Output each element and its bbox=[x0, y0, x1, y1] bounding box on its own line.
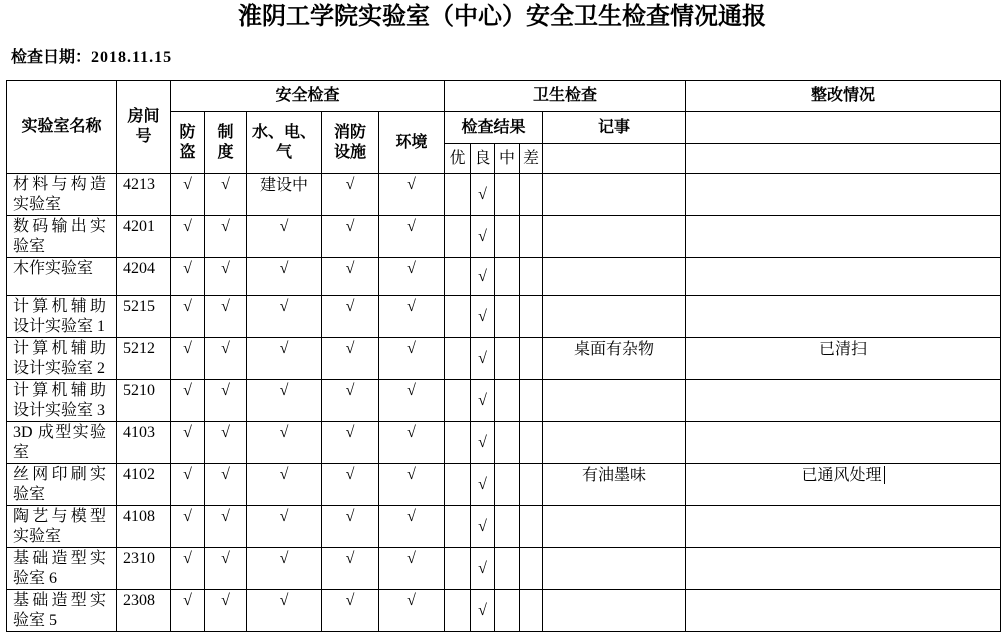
cell-fire-facilities[interactable] bbox=[322, 258, 379, 296]
anti-theft-mark: √ bbox=[183, 550, 192, 567]
cell-result-excellent[interactable] bbox=[445, 380, 471, 422]
header-utilities bbox=[247, 112, 322, 174]
cell-rules[interactable] bbox=[205, 296, 247, 338]
document-title: 淮阴工学院实验室（中心）安全卫生检查情况通报 bbox=[238, 4, 766, 30]
rules-mark: √ bbox=[221, 592, 230, 609]
environment-mark: √ bbox=[407, 550, 416, 567]
good-mark: √ bbox=[478, 185, 487, 203]
cell-rules[interactable] bbox=[205, 174, 247, 216]
cell-notes[interactable] bbox=[543, 422, 686, 464]
cell-result-poor[interactable] bbox=[520, 258, 543, 296]
cell-utilities[interactable] bbox=[247, 216, 322, 258]
table-row bbox=[7, 506, 1001, 548]
fire-facilities-mark: √ bbox=[345, 260, 355, 277]
header-rectification-blank bbox=[686, 144, 1001, 174]
room-number-text: 5212 bbox=[123, 340, 155, 357]
cell-fire-facilities[interactable] bbox=[322, 380, 379, 422]
cell-notes[interactable] bbox=[543, 506, 686, 548]
header-room-label: 房间号 bbox=[127, 108, 160, 145]
cell-result-fair[interactable] bbox=[495, 506, 520, 548]
fire-facilities-mark: √ bbox=[345, 424, 355, 441]
fire-facilities-mark: √ bbox=[345, 340, 355, 357]
fire-facilities-mark: √ bbox=[345, 176, 355, 193]
cell-utilities[interactable] bbox=[247, 590, 322, 632]
cell-result-fair[interactable] bbox=[495, 422, 520, 464]
cell-result-excellent[interactable] bbox=[445, 506, 471, 548]
cell-result-fair[interactable] bbox=[495, 338, 520, 380]
cell-rules[interactable] bbox=[205, 548, 247, 590]
cell-rules[interactable] bbox=[205, 338, 247, 380]
cell-result-excellent[interactable] bbox=[445, 422, 471, 464]
cell-utilities[interactable] bbox=[247, 548, 322, 590]
cell-result-good[interactable] bbox=[471, 464, 495, 506]
table-row bbox=[7, 216, 1001, 258]
cell-result-poor[interactable] bbox=[520, 338, 543, 380]
good-mark: √ bbox=[478, 601, 487, 619]
header-result-poor: 差 bbox=[520, 144, 543, 174]
cell-room-number[interactable] bbox=[117, 296, 171, 338]
cell-fire-facilities[interactable] bbox=[322, 590, 379, 632]
rectification-text: 已清扫 bbox=[819, 339, 868, 358]
table-row bbox=[7, 590, 1001, 632]
cell-fire-facilities[interactable] bbox=[322, 216, 379, 258]
room-number-text: 5210 bbox=[123, 382, 155, 399]
cell-environment[interactable] bbox=[379, 258, 445, 296]
utilities-mark: √ bbox=[279, 260, 289, 277]
cell-room-number[interactable] bbox=[117, 380, 171, 422]
lab-name-text: 基础造型实验室 5 bbox=[13, 592, 106, 629]
cell-anti-theft[interactable] bbox=[171, 422, 205, 464]
cell-result-excellent[interactable] bbox=[445, 296, 471, 338]
notes-text: 有油墨味 bbox=[582, 465, 647, 484]
cell-room-number[interactable] bbox=[117, 590, 171, 632]
cell-notes[interactable] bbox=[543, 380, 686, 422]
utilities-mark: √ bbox=[279, 550, 289, 567]
cell-result-excellent[interactable] bbox=[445, 338, 471, 380]
cell-anti-theft[interactable] bbox=[171, 296, 205, 338]
room-number-text: 4102 bbox=[123, 466, 155, 483]
environment-mark: √ bbox=[407, 466, 416, 483]
cell-anti-theft[interactable] bbox=[171, 464, 205, 506]
anti-theft-mark: √ bbox=[183, 218, 192, 235]
cell-result-poor[interactable] bbox=[520, 548, 543, 590]
rules-mark: √ bbox=[221, 218, 230, 235]
good-mark: √ bbox=[478, 517, 487, 535]
cell-notes[interactable] bbox=[543, 174, 686, 216]
cell-result-excellent[interactable] bbox=[445, 258, 471, 296]
lab-name-text: 木作实验室 bbox=[13, 260, 94, 277]
cell-rules[interactable] bbox=[205, 216, 247, 258]
cell-rules[interactable] bbox=[205, 258, 247, 296]
cell-lab-name[interactable] bbox=[7, 506, 117, 548]
utilities-mark: √ bbox=[279, 340, 289, 357]
cell-environment[interactable] bbox=[379, 548, 445, 590]
text-cursor bbox=[884, 466, 885, 484]
cell-lab-name[interactable] bbox=[7, 258, 117, 296]
room-number-text: 5215 bbox=[123, 298, 155, 315]
inspection-date-value: 2018.11.15 bbox=[91, 49, 173, 66]
header-utilities-label: 水、电、气 bbox=[251, 123, 316, 161]
room-number-text: 4201 bbox=[123, 218, 155, 235]
environment-mark: √ bbox=[407, 260, 416, 277]
cell-result-fair[interactable] bbox=[495, 216, 520, 258]
rules-mark: √ bbox=[221, 424, 230, 441]
cell-environment[interactable] bbox=[379, 380, 445, 422]
environment-mark: √ bbox=[407, 424, 416, 441]
cell-result-fair[interactable] bbox=[495, 548, 520, 590]
cell-rectification[interactable] bbox=[686, 216, 1001, 258]
header-fire-facilities-label: 消防设施 bbox=[333, 123, 366, 161]
inspection-date-label: 检查日期： bbox=[11, 49, 92, 66]
cell-rectification[interactable] bbox=[686, 380, 1001, 422]
anti-theft-mark: √ bbox=[183, 340, 192, 357]
cell-result-fair[interactable] bbox=[495, 296, 520, 338]
anti-theft-mark: √ bbox=[183, 508, 192, 525]
header-rectification: 整改情况 bbox=[686, 81, 1001, 112]
utilities-mark: √ bbox=[279, 592, 289, 609]
cell-rectification[interactable] bbox=[686, 506, 1001, 548]
notes-text: 桌面有杂物 bbox=[574, 339, 655, 358]
environment-mark: √ bbox=[407, 382, 416, 399]
cell-result-fair[interactable] bbox=[495, 174, 520, 216]
good-mark: √ bbox=[478, 307, 487, 325]
cell-fire-facilities[interactable] bbox=[322, 464, 379, 506]
table-header bbox=[7, 81, 1001, 174]
cell-rules[interactable] bbox=[205, 590, 247, 632]
environment-mark: √ bbox=[407, 176, 416, 193]
cell-result-poor[interactable] bbox=[520, 590, 543, 632]
cell-room-number[interactable] bbox=[117, 464, 171, 506]
cell-rectification[interactable] bbox=[686, 422, 1001, 464]
lab-name-text: 计算机辅助设计实验室 1 bbox=[13, 298, 106, 335]
cell-rectification[interactable] bbox=[686, 296, 1001, 338]
cell-notes[interactable] bbox=[543, 464, 686, 506]
rules-mark: √ bbox=[221, 298, 230, 315]
cell-result-good[interactable] bbox=[471, 422, 495, 464]
table-row bbox=[7, 296, 1001, 338]
cell-environment[interactable] bbox=[379, 338, 445, 380]
anti-theft-mark: √ bbox=[183, 466, 192, 483]
fire-facilities-mark: √ bbox=[345, 550, 355, 567]
cell-rules[interactable] bbox=[205, 464, 247, 506]
cell-result-excellent[interactable] bbox=[445, 464, 471, 506]
rules-mark: √ bbox=[221, 260, 230, 277]
utilities-mark: √ bbox=[279, 466, 289, 483]
cell-lab-name[interactable] bbox=[7, 590, 117, 632]
good-mark: √ bbox=[478, 559, 487, 577]
table-row bbox=[7, 422, 1001, 464]
cell-notes[interactable] bbox=[543, 590, 686, 632]
cell-utilities[interactable] bbox=[247, 338, 322, 380]
cell-lab-name[interactable] bbox=[7, 422, 117, 464]
header-result-fair: 中 bbox=[495, 144, 520, 174]
cell-fire-facilities[interactable] bbox=[322, 548, 379, 590]
header-result-excellent: 优 bbox=[445, 144, 471, 174]
cell-rectification[interactable] bbox=[686, 174, 1001, 216]
header-safety-check: 安全检查 bbox=[171, 81, 445, 112]
cell-result-poor[interactable] bbox=[520, 506, 543, 548]
cell-environment[interactable] bbox=[379, 464, 445, 506]
good-mark: √ bbox=[478, 433, 487, 451]
cell-lab-name[interactable] bbox=[7, 380, 117, 422]
cell-result-fair[interactable] bbox=[495, 590, 520, 632]
cell-room-number[interactable] bbox=[117, 338, 171, 380]
cell-fire-facilities[interactable] bbox=[322, 338, 379, 380]
anti-theft-mark: √ bbox=[183, 298, 192, 315]
environment-mark: √ bbox=[407, 340, 416, 357]
table-row bbox=[7, 548, 1001, 590]
cell-result-fair[interactable] bbox=[495, 380, 520, 422]
cell-anti-theft[interactable] bbox=[171, 548, 205, 590]
header-room bbox=[117, 81, 171, 174]
fire-facilities-mark: √ bbox=[345, 218, 355, 235]
lab-name-text: 数码输出实验室 bbox=[13, 218, 106, 255]
cell-utilities[interactable] bbox=[247, 174, 322, 216]
cell-rectification[interactable] bbox=[686, 464, 1001, 506]
cell-rectification[interactable] bbox=[686, 258, 1001, 296]
lab-name-text: 材料与构造实验室 bbox=[13, 176, 106, 213]
cell-rules[interactable] bbox=[205, 380, 247, 422]
cell-notes[interactable] bbox=[543, 548, 686, 590]
room-number-text: 2310 bbox=[123, 550, 155, 567]
cell-anti-theft[interactable] bbox=[171, 506, 205, 548]
cell-notes[interactable] bbox=[543, 216, 686, 258]
inspection-date bbox=[11, 48, 172, 68]
cell-utilities[interactable] bbox=[247, 380, 322, 422]
cell-result-poor[interactable] bbox=[520, 296, 543, 338]
good-mark: √ bbox=[478, 391, 487, 409]
header-notes-blank bbox=[543, 144, 686, 174]
cell-result-fair[interactable] bbox=[495, 258, 520, 296]
rectification-text: 已通风处理 bbox=[801, 465, 882, 484]
fire-facilities-mark: √ bbox=[345, 298, 355, 315]
anti-theft-mark: √ bbox=[183, 592, 192, 609]
cell-result-excellent[interactable] bbox=[445, 590, 471, 632]
cell-result-fair[interactable] bbox=[495, 464, 520, 506]
cell-result-good[interactable] bbox=[471, 590, 495, 632]
fire-facilities-mark: √ bbox=[345, 466, 355, 483]
cell-result-good[interactable] bbox=[471, 380, 495, 422]
lab-name-text: 基础造型实验室 6 bbox=[13, 550, 106, 587]
table-row bbox=[7, 258, 1001, 296]
good-mark: √ bbox=[478, 267, 487, 285]
rules-mark: √ bbox=[221, 550, 230, 567]
cell-fire-facilities[interactable] bbox=[322, 506, 379, 548]
utilities-mark: √ bbox=[279, 218, 289, 235]
header-fire-facilities bbox=[322, 112, 379, 174]
rules-mark: √ bbox=[221, 508, 230, 525]
cell-lab-name[interactable] bbox=[7, 174, 117, 216]
cell-result-excellent[interactable] bbox=[445, 174, 471, 216]
rules-mark: √ bbox=[221, 176, 230, 193]
header-hygiene-check: 卫生检查 bbox=[445, 81, 686, 112]
cell-anti-theft[interactable] bbox=[171, 380, 205, 422]
cell-fire-facilities[interactable] bbox=[322, 422, 379, 464]
cell-result-poor[interactable] bbox=[520, 464, 543, 506]
cell-fire-facilities[interactable] bbox=[322, 296, 379, 338]
environment-mark: √ bbox=[407, 298, 416, 315]
table-row bbox=[7, 464, 1001, 506]
cell-result-good[interactable] bbox=[471, 548, 495, 590]
anti-theft-mark: √ bbox=[183, 382, 192, 399]
cell-result-excellent[interactable] bbox=[445, 548, 471, 590]
cell-utilities[interactable] bbox=[247, 506, 322, 548]
environment-mark: √ bbox=[407, 508, 416, 525]
cell-result-good[interactable] bbox=[471, 216, 495, 258]
header-rules-label: 制度 bbox=[217, 123, 234, 161]
cell-lab-name[interactable] bbox=[7, 338, 117, 380]
lab-name-text: 计算机辅助设计实验室 3 bbox=[13, 382, 106, 419]
anti-theft-mark: √ bbox=[183, 176, 192, 193]
cell-utilities[interactable] bbox=[247, 464, 322, 506]
header-rules bbox=[205, 112, 247, 174]
inspection-table bbox=[6, 80, 1001, 632]
lab-name-text: 陶艺与模型实验室 bbox=[13, 508, 106, 545]
cell-anti-theft[interactable] bbox=[171, 590, 205, 632]
fire-facilities-mark: √ bbox=[345, 592, 355, 609]
cell-environment[interactable] bbox=[379, 216, 445, 258]
header-environment: 环境 bbox=[379, 112, 445, 174]
cell-result-excellent[interactable] bbox=[445, 216, 471, 258]
table-body bbox=[7, 174, 1001, 632]
good-mark: √ bbox=[478, 349, 487, 367]
cell-anti-theft[interactable] bbox=[171, 338, 205, 380]
cell-environment[interactable] bbox=[379, 506, 445, 548]
cell-result-poor[interactable] bbox=[520, 216, 543, 258]
cell-anti-theft[interactable] bbox=[171, 258, 205, 296]
table-row bbox=[7, 174, 1001, 216]
cell-result-poor[interactable] bbox=[520, 380, 543, 422]
utilities-mark: 建设中 bbox=[259, 175, 308, 194]
cell-room-number[interactable] bbox=[117, 258, 171, 296]
cell-room-number[interactable] bbox=[117, 422, 171, 464]
header-notes: 记事 bbox=[543, 112, 686, 144]
cell-lab-name[interactable] bbox=[7, 548, 117, 590]
rules-mark: √ bbox=[221, 340, 230, 357]
cell-rectification[interactable] bbox=[686, 338, 1001, 380]
cell-environment[interactable] bbox=[379, 296, 445, 338]
cell-anti-theft[interactable] bbox=[171, 216, 205, 258]
cell-rectification[interactable] bbox=[686, 590, 1001, 632]
cell-result-good[interactable] bbox=[471, 338, 495, 380]
rules-mark: √ bbox=[221, 466, 230, 483]
anti-theft-mark: √ bbox=[183, 260, 192, 277]
environment-mark: √ bbox=[407, 592, 416, 609]
cell-notes[interactable] bbox=[543, 338, 686, 380]
lab-name-text: 丝网印刷实验室 bbox=[13, 466, 106, 503]
cell-rules[interactable] bbox=[205, 506, 247, 548]
table-row bbox=[7, 380, 1001, 422]
good-mark: √ bbox=[478, 227, 487, 245]
rules-mark: √ bbox=[221, 382, 230, 399]
utilities-mark: √ bbox=[279, 424, 289, 441]
cell-environment[interactable] bbox=[379, 174, 445, 216]
lab-name-text: 计算机辅助设计实验室 2 bbox=[13, 340, 106, 377]
cell-anti-theft[interactable] bbox=[171, 174, 205, 216]
fire-facilities-mark: √ bbox=[345, 508, 355, 525]
cell-fire-facilities[interactable] bbox=[322, 174, 379, 216]
room-number-text: 2308 bbox=[123, 592, 155, 609]
cell-lab-name[interactable] bbox=[7, 296, 117, 338]
utilities-mark: √ bbox=[279, 298, 289, 315]
room-number-text: 4213 bbox=[123, 176, 155, 193]
cell-result-good[interactable] bbox=[471, 174, 495, 216]
cell-notes[interactable] bbox=[543, 258, 686, 296]
cell-environment[interactable] bbox=[379, 422, 445, 464]
fire-facilities-mark: √ bbox=[345, 382, 355, 399]
header-row bbox=[7, 81, 1001, 112]
anti-theft-mark: √ bbox=[183, 424, 192, 441]
cell-rules[interactable] bbox=[205, 422, 247, 464]
cell-result-good[interactable] bbox=[471, 296, 495, 338]
cell-room-number[interactable] bbox=[117, 548, 171, 590]
header-result-good: 良 bbox=[471, 144, 495, 174]
environment-mark: √ bbox=[407, 218, 416, 235]
header-anti-theft bbox=[171, 112, 205, 174]
cell-environment[interactable] bbox=[379, 590, 445, 632]
cell-room-number[interactable] bbox=[117, 174, 171, 216]
cell-utilities[interactable] bbox=[247, 422, 322, 464]
room-number-text: 4204 bbox=[123, 260, 155, 277]
cell-room-number[interactable] bbox=[117, 216, 171, 258]
good-mark: √ bbox=[478, 475, 487, 493]
header-check-result: 检查结果 bbox=[445, 112, 543, 144]
room-number-text: 4108 bbox=[123, 508, 155, 525]
cell-utilities[interactable] bbox=[247, 296, 322, 338]
cell-notes[interactable] bbox=[543, 296, 686, 338]
header-lab-name: 实验室名称 bbox=[7, 81, 117, 174]
cell-lab-name[interactable] bbox=[7, 464, 117, 506]
cell-lab-name[interactable] bbox=[7, 216, 117, 258]
cell-result-poor[interactable] bbox=[520, 422, 543, 464]
cell-room-number[interactable] bbox=[117, 506, 171, 548]
cell-result-good[interactable] bbox=[471, 258, 495, 296]
utilities-mark: √ bbox=[279, 382, 289, 399]
header-anti-theft-label: 防盗 bbox=[179, 123, 196, 161]
utilities-mark: √ bbox=[279, 508, 289, 525]
table-row bbox=[7, 338, 1001, 380]
cell-result-poor[interactable] bbox=[520, 174, 543, 216]
cell-result-good[interactable] bbox=[471, 506, 495, 548]
cell-utilities[interactable] bbox=[247, 258, 322, 296]
lab-name-text: 3D 成型实验室 bbox=[13, 424, 106, 461]
room-number-text: 4103 bbox=[123, 424, 155, 441]
header-rectification-blank bbox=[686, 112, 1001, 144]
cell-rectification[interactable] bbox=[686, 548, 1001, 590]
